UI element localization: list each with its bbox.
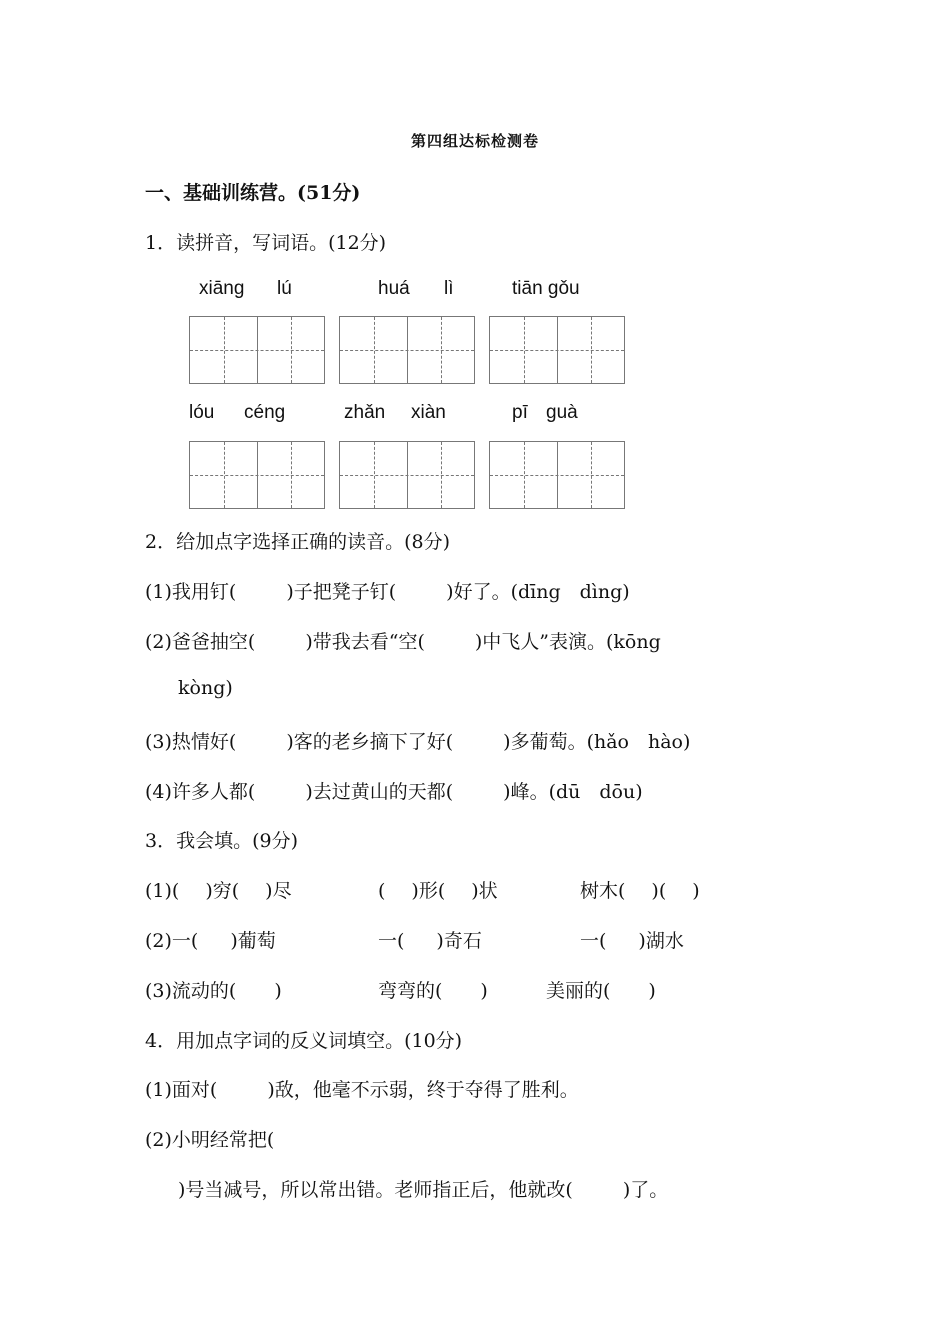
question-3-row-part: 弯弯的( ) xyxy=(378,980,488,1002)
writing-grid[interactable] xyxy=(489,316,625,384)
question-1-prompt: 1．读拼音，写词语。(12分) xyxy=(145,232,387,254)
question-4-prompt: 4．用加点字词的反义词填空。(10分) xyxy=(145,1030,463,1052)
question-4-item: (2)小明经常把( xyxy=(145,1129,275,1151)
writing-grid[interactable] xyxy=(189,441,325,509)
page-title: 第四组达标检测卷 xyxy=(410,132,539,150)
question-3-row-part: 一( )奇石 xyxy=(378,930,482,952)
question-3-row-part: 美丽的( ) xyxy=(546,980,656,1002)
pinyin: pī xyxy=(512,402,528,423)
question-3-prompt: 3．我会填。(9分) xyxy=(145,830,299,852)
pinyin: lóu xyxy=(189,402,215,423)
pinyin: lú xyxy=(277,278,292,299)
question-3-row-part: 树木( )( ) xyxy=(580,880,700,902)
question-4-item: (1)面对( )敌，他毫不示弱，终于夺得了胜利。 xyxy=(145,1079,579,1101)
question-2-item: (2)爸爸抽空( )带我去看“空( )中飞人”表演。(kōng xyxy=(145,631,661,653)
question-3-row: (1)( )穷( )尽 xyxy=(145,880,292,902)
section-heading: 一、基础训练营。(51分) xyxy=(145,182,361,204)
writing-grid[interactable] xyxy=(339,441,475,509)
writing-grid[interactable] xyxy=(489,441,625,509)
question-4-item-continued: )号当减号，所以常出错。老师指正后，他就改( )了。 xyxy=(178,1179,669,1201)
question-3-row: (2)一( )葡萄 xyxy=(145,930,276,952)
question-3-row-part: 一( )湖水 xyxy=(580,930,684,952)
pinyin: zhǎn xyxy=(344,402,386,423)
question-2-prompt: 2．给加点字选择正确的读音。(8分) xyxy=(145,531,451,553)
writing-grid[interactable] xyxy=(189,316,325,384)
question-3-row-part: ( )形( )状 xyxy=(378,880,498,902)
question-2-item: (3)热情好( )客的老乡摘下了好( )多葡萄。(hǎo hào) xyxy=(145,731,691,753)
pinyin: huá xyxy=(378,278,410,299)
question-2-item: (4)许多人都( )去过黄山的天都( )峰。(dū dōu) xyxy=(145,781,643,803)
pinyin: lì xyxy=(444,278,454,299)
question-2-item: (1)我用钉( )子把凳子钉( )好了。(dīng dìng) xyxy=(145,581,630,603)
pinyin: xiāng xyxy=(199,278,245,299)
writing-grid[interactable] xyxy=(339,316,475,384)
question-3-row: (3)流动的( ) xyxy=(145,980,282,1002)
pinyin: guà xyxy=(546,402,578,423)
pinyin: tiān gǒu xyxy=(512,278,580,299)
pinyin: xiàn xyxy=(411,402,446,423)
question-2-item-continued: kòng) xyxy=(178,677,233,699)
pinyin: céng xyxy=(244,402,286,423)
